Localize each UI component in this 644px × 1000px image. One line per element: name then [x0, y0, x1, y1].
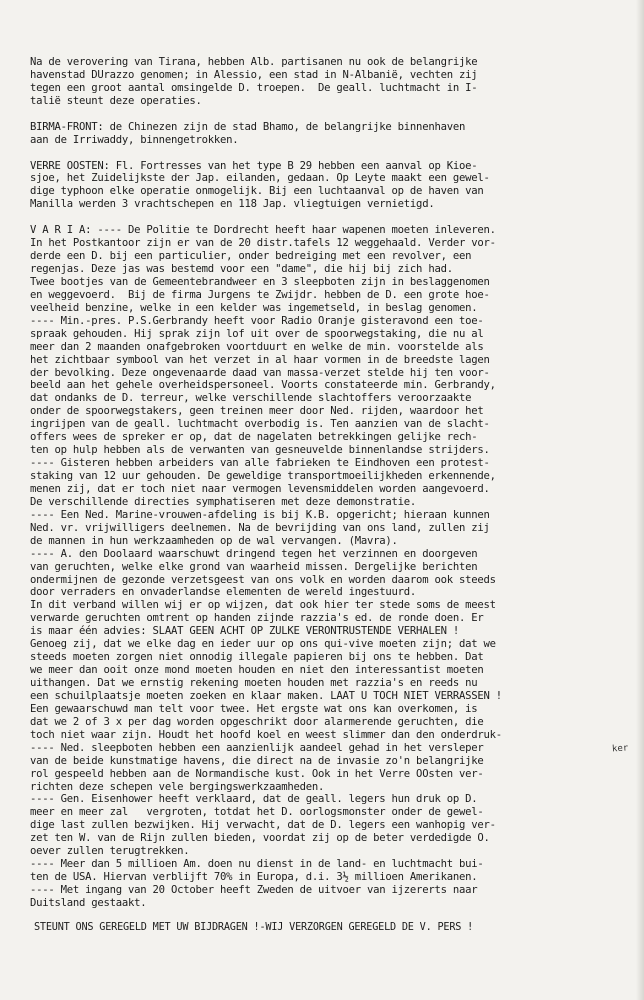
text-line: spraak gehouden. Hij sprak zijn lof uit over de spoorwegstaking, die nu al [30, 327, 484, 340]
text-line: ingrijpen van de geall. luchtmacht overbodig is. Ten aanzien van de slacht- [30, 418, 490, 431]
text-line: we meer dan ooit onze mond moeten houden en niet den interessantist moeten [30, 664, 484, 677]
text-line: In het Postkantoor zijn er van de 20 distr.tafels 12 weggehaald. Verder vor- [30, 237, 496, 250]
text-line: oever zullen terugtrekken. [30, 845, 190, 858]
text-line: aan de Irriwaddy, binnengetrokken. [30, 133, 239, 146]
text-line: veelheid benzine, welke in een kelder was ingemetseld, in beslag genomen. [30, 301, 478, 314]
text-line: een schuilplaatsje moeten zoeken en klaar maken. LAAT U TOCH NIET VERRASSEN ! [30, 689, 502, 702]
text-line: ---- Gisteren hebben arbeiders van alle fabrieken te Eindhoven een protest- [30, 457, 490, 470]
text-line: Duitsland gestaakt. [30, 896, 147, 909]
text-line: regenjas. Deze jas was bestemd voor een "dame", die hij bij zich had. [30, 263, 453, 275]
text-line: havenstad DUrazzo genomen; in Alessio, een stad in N-Albanië, vechten zij [30, 68, 478, 81]
paragraph-block [30, 224, 630, 910]
text-line: sjoe, het Zuidelijkste der Jap. eilanden, gedaan. Op Leyte maakt een gewel- [30, 172, 490, 185]
text-line: ---- A. den Doolaard waarschuwt dringend tegen het verzinnen en doorgeven [30, 547, 478, 560]
text-line: is maar één advies: SLAAT GEEN ACHT OP ZULKE VERONTRUSTENDE VERHALEN ! [30, 625, 459, 638]
text-line: menen zij, dat er toch niet naar vermogen levensmiddelen worden aangevoerd. [30, 482, 490, 495]
text-line: ---- Min.-pres. P.S.Gerbrandy heeft voor Radio Oranje gisteravond een toe- [30, 314, 484, 327]
paragraph-block [30, 160, 630, 212]
text-line: derde een D. bij een particulier, onder bedreiging met een revolver, een [30, 250, 472, 263]
text-line: richten deze schepen vele bergingswerkzaamheden. [30, 780, 325, 793]
text-line: Na de verovering van Tirana, hebben Alb. partisanen nu ook de belangrijke [30, 56, 478, 68]
text-line: van geruchten, welke elke grond van waarheid missen. Dergelijke berichten [30, 560, 478, 573]
text-line: staking van 12 uur gehouden. De geweldige transportmoeilijkheden erkennende, [30, 470, 496, 482]
text-line: ten op hulp hebben als de verwanten van gesneuvelde binnenlandse strijders. [30, 444, 490, 457]
text-line: ondermijnen de gezonde verzetsgeest van ons volk en worden daarom ook steeds [30, 573, 496, 586]
paragraph-gap [30, 211, 630, 224]
text-line: en weggevoerd. Bij de firma Jurgens te Zwijdr. hebben de D. een grote hoe- [30, 288, 490, 301]
text-line: Ned. vr. vrijwilligers deelnemen. Na de bevrijding van ons land, zullen zij [30, 521, 490, 534]
text-line: VERRE OOSTEN: Fl. Fortresses van het type B 29 hebben een aanval op Kioe- [30, 159, 478, 172]
margin-note: ker [611, 743, 629, 755]
text-line: uithangen. Dat we ernstig rekening moeten houden met razzia's en reeds nu [30, 677, 478, 689]
text-line: BIRMA-FRONT: de Chinezen zijn de stad Bhamo, de belangrijke binnenhaven [30, 120, 466, 133]
text-line: ---- Meer dan 5 millioen Am. doen nu dienst in de land- en luchtmacht bui- [30, 858, 484, 871]
text-line: Manilla werden 3 vrachtschepen en 118 Jap. vliegtuigen vernietigd. [30, 198, 435, 211]
text-line: Twee bootjes van de Gemeentebrandweer en 3 sleepboten zijn in beslaggenomen [30, 275, 490, 288]
text-line: toch niet waar zijn. Houdt het hoofd koel en weest slimmer dan den onderdruk- [30, 728, 502, 741]
paragraph-block [30, 121, 630, 147]
text-line: verwarde geruchten omtrent op handen zijnde razzia's ed. de ronde doen. Er [30, 612, 484, 625]
text-line: zet ten W. van de Rijn zullen bieden, voordat zij op de beter verdedigde O. [30, 832, 490, 845]
text-line: offers wees de spreker er op, dat de nagelaten betrekkingen gelijke rech- [30, 431, 478, 444]
text-line: dat we 2 of 3 x per dag worden opgeschrikt door alarmerende geruchten, die [30, 715, 484, 728]
text-line: ---- Met ingang van 20 October heeft Zweden de uitvoer van ijzererts naar [30, 884, 478, 896]
text-line: talië steunt deze operaties. [30, 94, 202, 107]
text-line: ---- Een Ned. Marine-vrouwen-afdeling is bij K.B. opgericht; hieraan kunnen [30, 508, 490, 521]
paragraph-block [30, 56, 630, 108]
text-line: der bevolking. Deze ongevenaarde daad van massa-verzet stelde hij ten voor- [30, 366, 490, 379]
text-line: ten de USA. Hiervan verblijft 70% in Europa, d.i. 3½ millioen Amerikanen. [30, 871, 478, 884]
text-line: De verschillende directies symphatiseren met deze demonstratie. [30, 495, 417, 508]
text-line: rol gespeeld hebben aan de Normandische kust. Ook in het Verre OOsten ver- [30, 767, 484, 780]
text-line: meer en meer zal vergroten, totdat het D. oorlogsmonster onder de gewel- [30, 806, 484, 819]
text-line: dige typhoon elke operatie onmogelijk. Bij een luchtaanval op de haven van [30, 185, 484, 198]
text-line: ---- Ned. sleepboten hebben een aanzienlijk aandeel gehad in het versleper [30, 741, 484, 754]
paragraph-gap [30, 108, 630, 121]
text-line: In dit verband willen wij er op wijzen, dat ook hier ter stede soms de meest [30, 599, 496, 612]
footer-appeal: STEUNT ONS GEREGELD MET UW BIJDRAGEN !-WIJ VERZORGEN GEREGELD DE V. PERS ! [34, 922, 474, 933]
paragraph-gap [30, 147, 630, 160]
text-line: Een gewaarschuwd man telt voor twee. Het ergste wat ons kan overkomen, is [30, 702, 478, 715]
text-line: de mannen in hun werkzaamheden op de wal vervangen. (Mavra). [30, 534, 398, 547]
text-line: van de beide kunstmatige havens, die direct na de invasie zo'n belangrijke [30, 754, 484, 767]
text-line: meer dan 2 maanden onafgebroken voortduurt en welke de min. voorstelde als [30, 340, 484, 353]
text-line: dige last zullen bezwijken. Hij verwacht, dat de D. legers een wanhopig ver- [30, 819, 496, 832]
text-line: door verraders en onvaderlandse elementen de wereld ingestuurd. [30, 586, 417, 599]
text-line: steeds moeten zorgen niet onnodig illegale papieren bij ons te hebben. Dat [30, 651, 484, 664]
text-line: het zichtbaar symbool van het verzet in al haar vormen in de breedste lagen [30, 353, 490, 366]
text-line: Genoeg zij, dat we elke dag en ieder uur op ons qui-vive moeten zijn; dat we [30, 638, 496, 651]
page-edge-shadow [636, 0, 644, 1000]
bulletin-text [30, 56, 630, 910]
text-line: beeld aan het gehele overheidspersoneel. Voorts constateerde min. Gerbrandy, [30, 379, 496, 392]
text-line: V A R I A: ---- De Politie te Dordrecht heeft haar wapenen moeten inleveren. [30, 224, 496, 237]
text-line: onder de spoorwegstakers, geen treinen meer door Ned. rijden, waardoor het [30, 405, 484, 418]
text-line: ---- Gen. Eisenhower heeft verklaard, dat de geall. legers hun druk op D. [30, 793, 478, 806]
text-line: dat ondanks de D. terreur, welke verschillende slachtoffers veroorzaakte [30, 392, 472, 405]
text-line: tegen een groot aantal omsingelde D. troepen. De geall. luchtmacht in I- [30, 81, 478, 94]
